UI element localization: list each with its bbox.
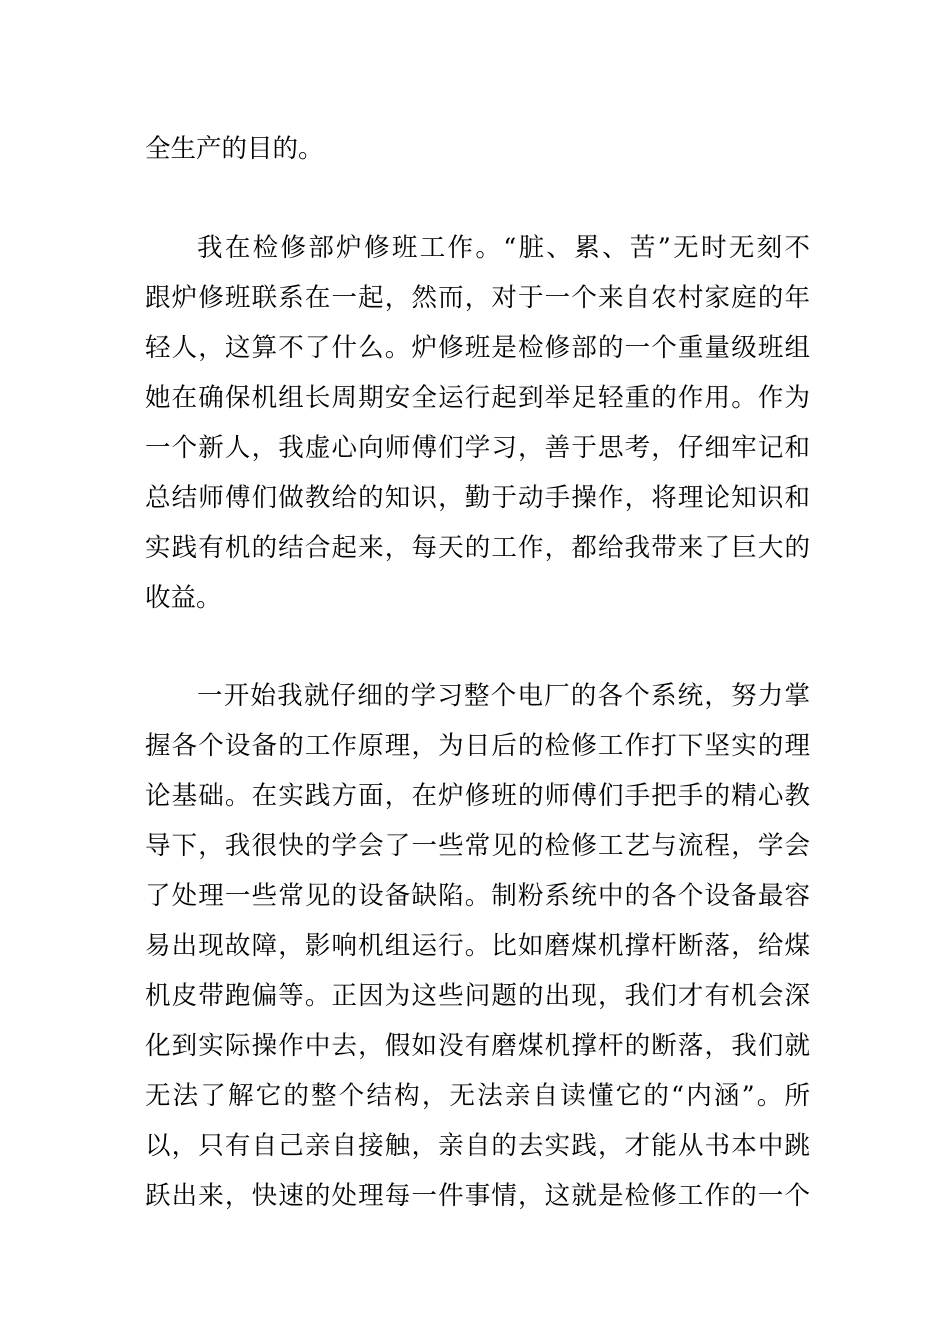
text-line: 总结师傅们做教给的知识，勤于动手操作，将理论知识和 — [145, 483, 810, 513]
text-line: 我在检修部炉修班工作。“脏、累、苦”无时无刻不 — [197, 233, 810, 263]
text-line: 一开始我就仔细的学习整个电厂的各个系统，努力掌 — [197, 681, 810, 711]
text-line: 了处理一些常见的设备缺陷。制粉系统中的各个设备最容 — [145, 881, 810, 911]
text-line: 以，只有自己亲自接触，亲自的去实践，才能从书本中跳 — [145, 1131, 810, 1161]
text-line: 化到实际操作中去，假如没有磨煤机撑杆的断落，我们就 — [145, 1031, 810, 1061]
text-line: 握各个设备的工作原理，为日后的检修工作打下坚实的理 — [145, 731, 810, 761]
text-line: 无法了解它的整个结构，无法亲自读懂它的“内涵”。所 — [145, 1081, 810, 1111]
text-line: 机皮带跑偏等。正因为这些问题的出现，我们才有机会深 — [145, 981, 810, 1011]
text-line: 一个新人，我虚心向师傅们学习，善于思考，仔细牢记和 — [145, 433, 810, 463]
text-line: 论基础。在实践方面，在炉修班的师傅们手把手的精心教 — [145, 781, 810, 811]
text-line: 全生产的目的。 — [145, 134, 324, 164]
text-line: 导下，我很快的学会了一些常见的检修工艺与流程，学会 — [145, 831, 810, 861]
text-line: 收益。 — [145, 583, 222, 613]
text-line: 跃出来，快速的处理每一件事情，这就是检修工作的一个 — [145, 1181, 810, 1211]
text-line: 轻人，这算不了什么。炉修班是检修部的一个重量级班组 — [145, 333, 810, 363]
text-line: 她在确保机组长周期安全运行起到举足轻重的作用。作为 — [145, 383, 810, 413]
text-line: 实践有机的结合起来，每天的工作，都给我带来了巨大的 — [145, 533, 810, 563]
text-line: 易出现故障，影响机组运行。比如磨煤机撑杆断落，给煤 — [145, 931, 810, 961]
text-line: 跟炉修班联系在一起，然而，对于一个来自农村家庭的年 — [145, 283, 810, 313]
